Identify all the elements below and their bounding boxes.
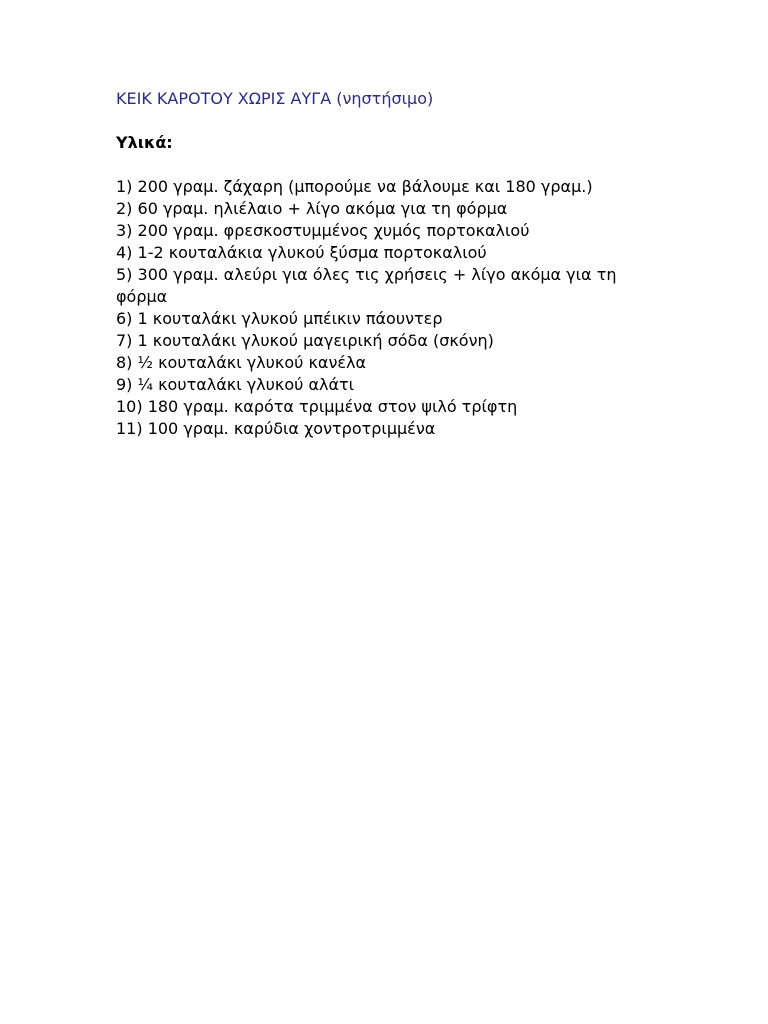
ingredient-item: 6) 1 κουταλάκι γλυκού μπέικιν πάουντερ	[116, 309, 443, 328]
ingredient-item: 10) 180 γραμ. καρότα τριμμένα στον ψιλό τρίφτη	[116, 397, 518, 416]
ingredient-item: 8) ½ κουταλάκι γλυκού κανέλα	[116, 353, 367, 372]
ingredients-heading: Υλικά:	[116, 133, 173, 152]
ingredient-item: 11) 100 γραμ. καρύδια χοντροτριμμένα	[116, 419, 436, 438]
recipe-title: ΚΕΙΚ ΚΑΡΟΤΟΥ ΧΩΡΙΣ ΑΥΓΑ (νηστήσιμο)	[116, 89, 434, 108]
ingredient-item: 2) 60 γραμ. ηλιέλαιο + λίγο ακόμα για τη φόρμα	[116, 199, 508, 218]
ingredient-item: 3) 200 γραμ. φρεσκοστυμμένος χυμός πορτοκαλιού	[116, 221, 530, 240]
ingredient-item: 4) 1-2 κουταλάκια γλυκού ξύσμα πορτοκαλιού	[116, 243, 487, 262]
ingredient-item: 9) ¼ κουταλάκι γλυκού αλάτι	[116, 375, 355, 394]
ingredient-item: 7) 1 κουταλάκι γλυκού μαγειρική σόδα (σκόνη)	[116, 331, 494, 350]
ingredients-list	[116, 176, 656, 440]
document-content	[116, 88, 656, 440]
ingredient-item: 5) 300 γραμ. αλεύρι για όλες τις χρήσεις + λίγο ακόμα για τη φόρμα	[116, 265, 617, 306]
ingredient-item: 1) 200 γραμ. ζάχαρη (μπορούμε να βάλουμε και 180 γραμ.)	[116, 177, 593, 196]
